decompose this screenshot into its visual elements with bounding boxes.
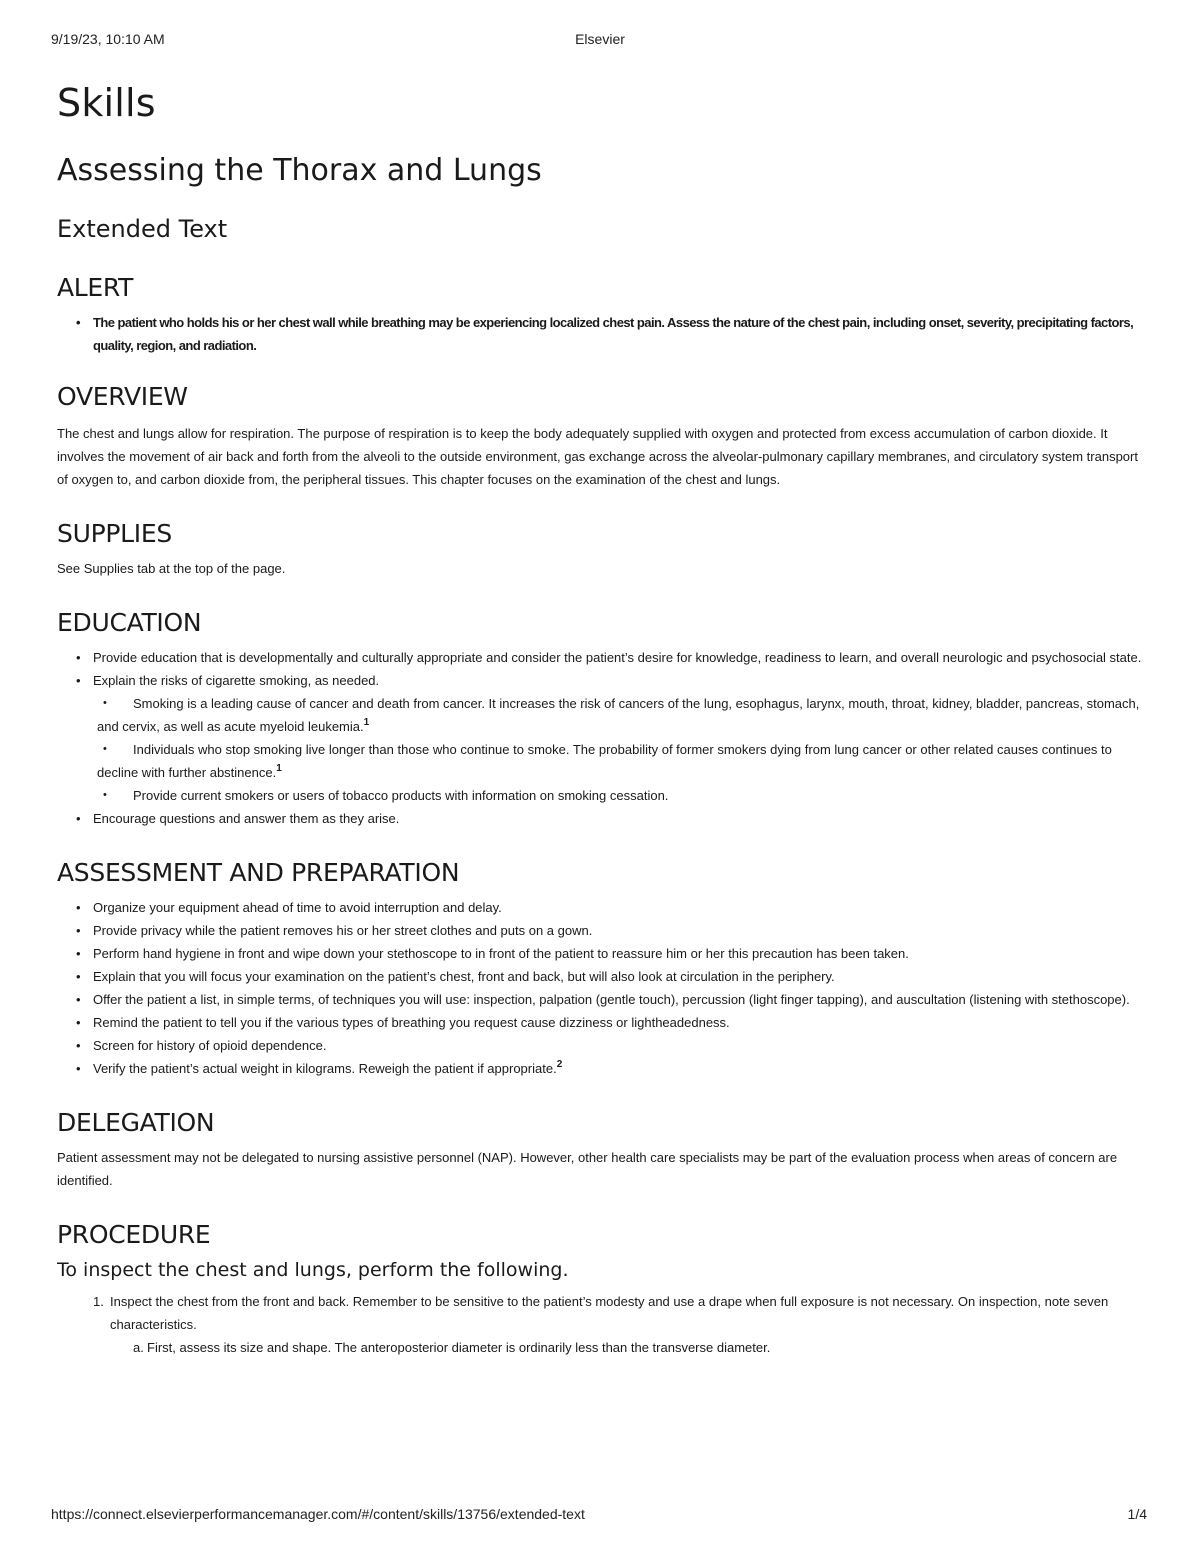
- citation-ref[interactable]: 2: [556, 1059, 563, 1070]
- list-item: • Screen for history of opioid dependence.: [93, 1034, 1151, 1057]
- section-type-heading: Extended Text: [57, 215, 228, 243]
- list-item: • Explain the risks of cigarette smoking, as needed. • Smoking is a leading cause of cancer and death from cancer. It increases the risk of cancers of the lung, esophagus, larynx, mouth, throat, kidney, bladder, pancreas, stomach, and cervix, as well as acute myeloid leukemia.$^1$ • Individuals who stop smoking live longer than those who continue to smoke. The probability of former smokers dying from lung cancer or other related causes continues to decline with further abstinence.$^1$ • Provide current smokers or users of tobacco products with information on smoking cessation.: [93, 669, 1151, 807]
- assessment-list: [57, 896, 1151, 1080]
- alert-item: • The patient who holds his or her chest wall while breathing may be experiencing localized chest pain. Assess the nature of the chest pain, including onset, severity, precipitating factors, quality, region, and radiation.: [76, 311, 1151, 357]
- list-item: • Organize your equipment ahead of time to avoid interruption and delay.: [93, 896, 1151, 919]
- assessment-heading: ASSESSMENT AND PREPARATION: [57, 858, 460, 887]
- delegation-text: Patient assessment may not be delegated to nursing assistive personnel (NAP). However, other health care specialists may be part of the evaluation process when areas of concern are identified.: [57, 1150, 1118, 1188]
- overview-text: The chest and lungs allow for respiration. The purpose of respiration is to keep the body adequately supplied with oxygen and protected from excess accumulation of carbon dioxide. It involves the movement of air back and forth from the alveoli to the outside environment, gas exchange across the alveolar-pulmonary capillary membranes, and circulatory system transport of oxygen to, and carbon dioxide from, the peripheral tissues. This chapter focuses on the examination of the chest and lungs.: [57, 426, 1138, 487]
- list-item: • Individuals who stop smoking live longer than those who continue to smoke. The probability of former smokers dying from lung cancer or other related causes continues to decline with further abstinence.$^1$: [76, 738, 1151, 784]
- list-item: • Perform hand hygiene in front and wipe down your stethoscope to in front of the patient to reassure him or her this precaution has been taken.: [93, 942, 1151, 965]
- list-item: • Provide privacy while the patient removes his or her street clothes and puts on a gown.: [93, 919, 1151, 942]
- supplies-heading: SUPPLIES: [57, 519, 172, 548]
- print-footer: [0, 1506, 1200, 1526]
- delegation-heading: DELEGATION: [57, 1108, 215, 1137]
- smoking-sublist: [76, 692, 1151, 807]
- step-number: 1.: [93, 1294, 104, 1309]
- document-content: [57, 78, 1151, 1496]
- list-item: • Explain that you will focus your examination on the patient’s chest, front and back, but will also look at circulation in the periphery.: [93, 965, 1151, 988]
- procedure-step: 1. Inspect the chest from the front and back. Remember to be sensitive to the patient’s modesty and use a drape when full exposure is not necessary. On inspection, note seven characteristics. a. First, assess its size and shape. The anteroposterior diameter is ordinarily less than the transverse diameter.: [110, 1290, 1151, 1359]
- substep-letter: a.: [133, 1340, 144, 1355]
- procedure-substeps: [110, 1336, 1151, 1359]
- list-item: • Verify the patient’s actual weight in kilograms. Reweigh the patient if appropriate.$^2$: [93, 1057, 1151, 1080]
- education-list: [57, 646, 1151, 830]
- list-item: • Remind the patient to tell you if the various types of breathing you request cause dizziness or lightheadedness.: [93, 1011, 1151, 1034]
- citation-ref[interactable]: 1: [363, 717, 370, 728]
- procedure-steps: [57, 1290, 1151, 1359]
- list-item: • Encourage questions and answer them as they arise.: [93, 807, 1151, 830]
- print-url: https://connect.elsevierperformancemanager.com/#/content/skills/13756/extended-text: [51, 1506, 585, 1522]
- citation-ref[interactable]: 1: [276, 763, 282, 774]
- alert-heading: ALERT: [57, 273, 134, 302]
- procedure-heading: PROCEDURE: [57, 1220, 211, 1249]
- print-date: 9/19/23, 10:10 AM: [51, 31, 165, 47]
- alert-list: [57, 311, 1151, 357]
- page-number: 1/4: [1127, 1506, 1147, 1522]
- list-item: • Smoking is a leading cause of cancer and death from cancer. It increases the risk of cancers of the lung, esophagus, larynx, mouth, throat, kidney, bladder, pancreas, stomach, and cervix, as well as acute myeloid leukemia.$^1$: [76, 692, 1151, 738]
- supplies-text: See Supplies tab at the top of the page.: [57, 561, 286, 576]
- procedure-substep: a. First, assess its size and shape. The anteroposterior diameter is ordinarily less than the transverse diameter.: [147, 1336, 1151, 1359]
- overview-heading: OVERVIEW: [57, 382, 188, 411]
- print-header: [0, 31, 1200, 51]
- list-item: • Provide education that is developmentally and culturally appropriate and consider the patient’s desire for knowledge, readiness to learn, and overall neurologic and psychosocial state.: [76, 646, 1151, 669]
- education-heading: EDUCATION: [57, 608, 202, 637]
- page-title: Skills: [57, 81, 156, 125]
- procedure-subheading: To inspect the chest and lungs, perform the following.: [57, 1259, 569, 1281]
- print-site-name: Elsevier: [575, 31, 625, 47]
- list-item: • Provide current smokers or users of tobacco products with information on smoking cessation.: [76, 784, 1151, 807]
- list-item: • Offer the patient a list, in simple terms, of techniques you will use: inspection, palpation (gentle touch), percussion (light finger tapping), and auscultation (listening with stethoscope).: [76, 988, 1151, 1011]
- skill-title: Assessing the Thorax and Lungs: [57, 153, 542, 188]
